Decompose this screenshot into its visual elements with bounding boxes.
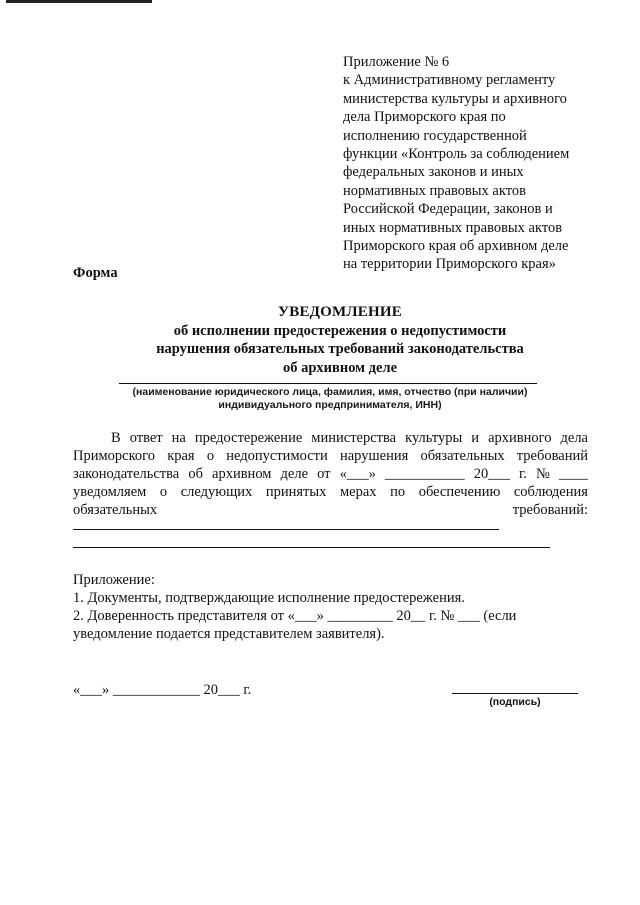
date-field[interactable]: «___» ____________ 20___ г. [73, 682, 252, 698]
appendix-header [343, 53, 628, 274]
body-word: требований [516, 448, 588, 464]
body-word: ответ [129, 430, 163, 446]
hint-line: индивидуального предпринимателя, ИНН) [218, 399, 442, 411]
body-line-5 [73, 501, 588, 519]
body-word: по [390, 484, 406, 500]
body-word: министерства [311, 430, 397, 446]
appendix-line: к Административному регламенту [343, 72, 556, 89]
body-word: предостережение [194, 430, 303, 446]
title-line: об архивном деле [282, 359, 398, 376]
body-word: архивного [488, 430, 552, 446]
attachments-heading: Приложение: [73, 572, 155, 588]
body-word: края [167, 448, 195, 464]
body-line-4 [73, 483, 588, 501]
document-title [60, 303, 620, 377]
title-line: об исполнении предостережения о недопустимости [173, 322, 507, 339]
body-word: о [206, 448, 215, 464]
appendix-line: Приморского края об архивном деле [343, 238, 569, 255]
body-word: культуры [405, 430, 463, 446]
body-word: уведомляем [73, 484, 147, 500]
body-word: на [171, 430, 186, 446]
body-word: мерах [339, 484, 377, 500]
body-word: В [111, 430, 121, 446]
appendix-line: Российской Федерации, законов и [343, 201, 553, 218]
body-word: следующих [180, 484, 253, 500]
signature-label: (подпись) [489, 696, 541, 708]
date-day-blank[interactable]: «___» [339, 466, 376, 482]
appendix-line: Приложение № 6 [343, 54, 450, 70]
body-word: требований: [512, 502, 588, 518]
date-month-blank[interactable]: ___________ [384, 466, 465, 482]
body-word: недопустимости [226, 448, 328, 464]
appendix-line: функции «Контроль за соблюдением [343, 146, 570, 163]
body-word: архивном [212, 466, 272, 482]
body-word: соблюдения [513, 484, 588, 500]
title-main: УВЕДОМЛЕНИЕ [278, 304, 402, 320]
body-word: обеспечению [418, 484, 501, 500]
body-line-2 [73, 447, 588, 465]
appendix-line: иных нормативных правовых актов [343, 219, 563, 236]
body-word: дела [560, 430, 588, 446]
body-word: деле [280, 466, 309, 482]
body-word: об [188, 466, 203, 482]
body-word: о [159, 484, 168, 500]
signature-field[interactable] [452, 693, 578, 694]
appendix-line: на территории Приморского края» [343, 256, 556, 273]
scan-edge-mark [6, 0, 152, 3]
body-line-3 [73, 465, 588, 483]
attachment-item-continued: уведомление подается представителем заявителя). [73, 626, 385, 642]
number-blank[interactable]: ____ [558, 466, 588, 482]
appendix-line: исполнению государственной [343, 127, 527, 144]
body-word: г. [519, 466, 527, 482]
appendix-line: федеральных законов и иных [343, 164, 524, 181]
body-line-1 [73, 429, 588, 447]
appendix-line: нормативных правовых актов [343, 182, 526, 199]
form-label: Форма [73, 265, 118, 281]
date-year-blank[interactable]: 20___ [473, 466, 510, 482]
body-word: от [317, 466, 331, 482]
body-word: принятых [265, 484, 327, 500]
attachment-item: 1. Документы, подтверждающие исполнение предостережения. [73, 590, 465, 606]
body-word: Приморского [73, 448, 155, 464]
organization-name-hint [100, 386, 560, 412]
measures-fill-line[interactable] [73, 547, 550, 548]
body-word: и [471, 430, 480, 446]
body-word: нарушения [339, 448, 409, 464]
body-word: законодательства [73, 466, 180, 482]
body-word: обязательных [420, 448, 505, 464]
title-line: нарушения обязательных требований законодательства [156, 341, 524, 357]
appendix-line: дела Приморского края по [343, 109, 506, 126]
attachment-item: 2. Доверенность представителя от «___» _________ 20__ г. № ___ (если [73, 608, 517, 624]
body-word: обязательных [73, 502, 158, 518]
hint-line: (наименование юридического лица, фамилия, имя, отчество (при наличии) [132, 386, 528, 398]
organization-name-field[interactable] [119, 383, 537, 384]
measures-fill-line[interactable] [73, 529, 499, 530]
appendix-line: министерства культуры и архивного [343, 90, 567, 107]
body-word: № [536, 466, 550, 482]
